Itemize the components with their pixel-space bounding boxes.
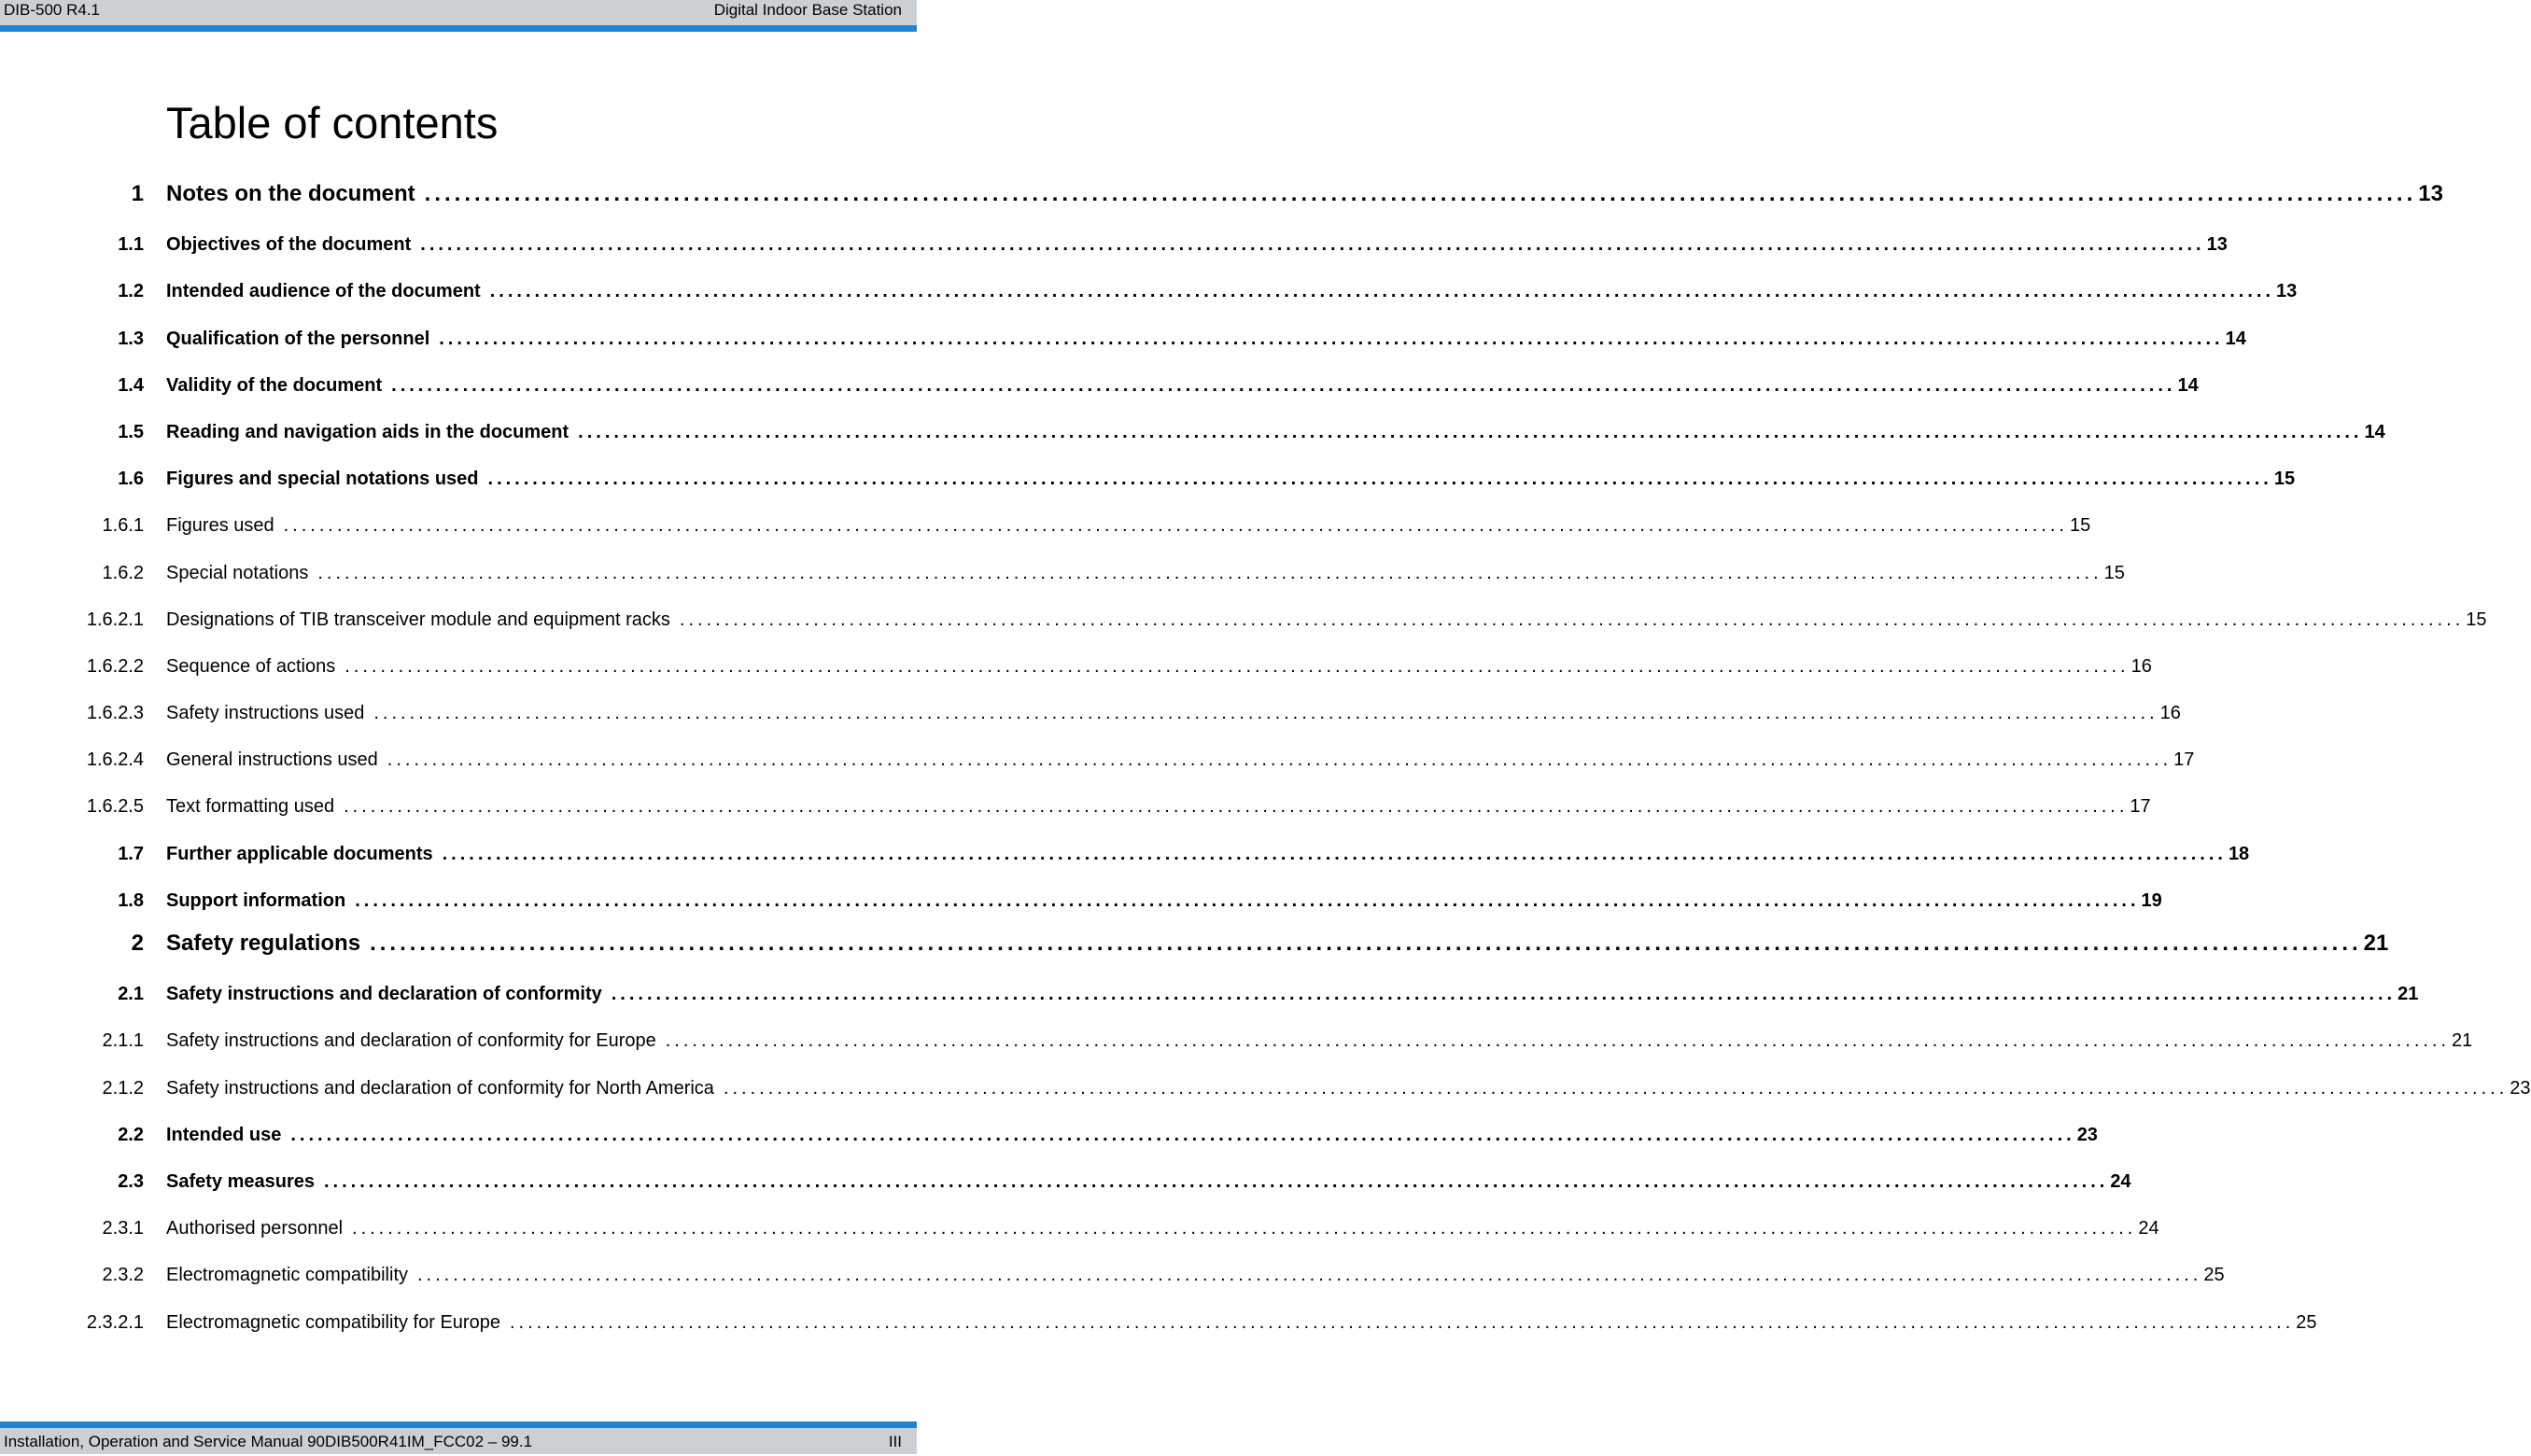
- toc-entry-page[interactable]: 15: [2466, 609, 2487, 630]
- toc-entry-line: [166, 1265, 2225, 1286]
- toc-entry-page[interactable]: 23: [2076, 1124, 2098, 1145]
- toc-entry-number: 1.7: [118, 843, 144, 864]
- toc-entry-number: 1.1: [118, 234, 144, 256]
- toc-dot-leader: ........................................................................................................................................................................................................: [611, 984, 2397, 1005]
- toc-entry-number: 1.6.2: [102, 562, 144, 583]
- toc-entry-title[interactable]: Intended audience of the document: [166, 281, 481, 302]
- toc-dot-leader: ........................................................................................................................................................................................................: [317, 562, 2102, 583]
- toc-entry-line: [166, 1311, 2317, 1334]
- toc-entry-line: [166, 1218, 2159, 1239]
- toc-entry-title[interactable]: Validity of the document: [166, 374, 383, 396]
- toc-entry[interactable]: [0, 1157, 2131, 1204]
- toc-entry-title[interactable]: Safety regulations: [166, 931, 361, 956]
- toc-entry[interactable]: [0, 595, 2487, 642]
- toc-dot-leader: ........................................................................................................................................................................................................: [489, 281, 2275, 302]
- toc-entry-page[interactable]: 24: [2138, 1218, 2159, 1239]
- toc-entry[interactable]: [0, 1251, 2225, 1297]
- toc-dot-leader: ........................................................................................................................................................................................................: [442, 843, 2227, 864]
- toc-entry-page[interactable]: 14: [2177, 374, 2199, 396]
- toc-entry-line: [166, 281, 2298, 302]
- toc-dot-leader: ........................................................................................................................................................................................................: [723, 1077, 2509, 1099]
- toc-dot-leader: ........................................................................................................................................................................................................: [283, 515, 2068, 537]
- toc-dot-leader: ........................................................................................................................................................................................................: [679, 609, 2465, 630]
- toc-entry[interactable]: [0, 1111, 2098, 1157]
- toc-entry-page[interactable]: 17: [2130, 796, 2151, 818]
- toc-entry-page[interactable]: 24: [2110, 1170, 2131, 1192]
- toc-entry-title[interactable]: Safety instructions and declaration of conformity for Europe: [166, 1030, 656, 1052]
- toc-dot-leader: ........................................................................................................................................................................................................: [509, 1311, 2295, 1333]
- toc-entry-number: 1: [131, 181, 144, 206]
- toc-entry[interactable]: [0, 970, 2419, 1016]
- toc-entry-title[interactable]: Electromagnetic compatibility: [166, 1265, 408, 1286]
- toc-entry-page[interactable]: 18: [2228, 843, 2250, 864]
- toc-entry-line: [166, 931, 2389, 957]
- toc-entry-line: [166, 1077, 2531, 1099]
- toc-entry-title[interactable]: Sequence of actions: [166, 655, 336, 677]
- toc-entry-title[interactable]: Support information: [166, 889, 346, 911]
- toc-entry[interactable]: [0, 408, 2385, 455]
- toc-entry[interactable]: [0, 876, 2162, 923]
- toc-dot-leader: ........................................................................................................................................................................................................: [344, 655, 2130, 677]
- toc-entry-title[interactable]: Qualification of the personnel: [166, 328, 430, 349]
- header-accent-bar: [0, 25, 917, 32]
- toc-entry[interactable]: [0, 1204, 2159, 1251]
- toc-entry-number: 1.6: [118, 469, 144, 490]
- toc-entry-line: [166, 374, 2199, 397]
- toc-entry-number: 2.3.1: [102, 1218, 144, 1239]
- toc-entry-line: [166, 421, 2385, 443]
- toc-entry-page[interactable]: 14: [2225, 328, 2246, 349]
- toc-entry-page[interactable]: 13: [2206, 234, 2228, 256]
- toc-entry-number: 1.6.2.4: [86, 749, 144, 771]
- toc-entry-number: 1.8: [118, 889, 144, 911]
- toc-dot-leader: ........................................................................................................................................................................................................: [417, 1265, 2202, 1286]
- toc-entry-line: [166, 796, 2151, 818]
- toc-entry-line: [166, 1030, 2473, 1052]
- toc-entry-line: [166, 328, 2246, 350]
- toc-entry-title[interactable]: Reading and navigation aids in the document: [166, 421, 569, 442]
- toc-entry-number: 2: [131, 931, 144, 956]
- toc-entry-title[interactable]: Notes on the document: [166, 181, 415, 206]
- toc-entry-title[interactable]: Objectives of the document: [166, 234, 412, 256]
- toc-entry-title[interactable]: Figures and special notations used: [166, 469, 479, 490]
- toc-entry-page[interactable]: 21: [2452, 1030, 2473, 1052]
- toc-entry[interactable]: [0, 549, 2125, 595]
- toc-entry-page[interactable]: 13: [2418, 181, 2443, 206]
- toc-entry[interactable]: [0, 782, 2151, 829]
- toc-dot-leader: ........................................................................................................................................................................................................: [373, 703, 2158, 724]
- toc-entry[interactable]: [0, 1016, 2473, 1063]
- toc-dot-leader: ........................................................................................................................................................................................................: [355, 889, 2140, 911]
- toc-entry-line: [166, 515, 2091, 537]
- toc-entry[interactable]: [0, 1064, 2531, 1111]
- toc-entry[interactable]: [0, 830, 2250, 876]
- header-doc-id: DIB-500 R4.1: [4, 1, 100, 19]
- toc-entry-number: 1.6.2.1: [86, 609, 144, 630]
- toc-entry[interactable]: [0, 315, 2246, 361]
- toc-dot-leader: ........................................................................................................................................................................................................: [323, 1170, 2109, 1192]
- toc-entry-page[interactable]: 21: [2397, 984, 2419, 1005]
- toc-entry-page[interactable]: 19: [2141, 889, 2162, 911]
- toc-entry[interactable]: [0, 220, 2228, 267]
- toc-entry-title[interactable]: General instructions used: [166, 749, 378, 771]
- toc-entry[interactable]: [0, 174, 2443, 220]
- toc-entry[interactable]: [0, 267, 2298, 314]
- toc-dot-leader: ........................................................................................................................................................................................................: [290, 1124, 2075, 1145]
- toc-entry-number: 1.6.2.3: [86, 703, 144, 724]
- toc-entry-line: [166, 234, 2228, 256]
- footer-manual-title: Installation, Operation and Service Manual 90DIB500R41IM_FCC02 – 99.1: [4, 1433, 533, 1450]
- toc-entry-page[interactable]: 21: [2363, 931, 2389, 956]
- toc-entry-number: 2.1.1: [102, 1030, 144, 1052]
- toc-entry-page[interactable]: 13: [2276, 281, 2298, 302]
- toc-entry-page[interactable]: 16: [2159, 703, 2181, 724]
- toc-entry-title[interactable]: Safety measures: [166, 1170, 315, 1192]
- toc-dot-leader: ........................................................................................................................................................................................................: [344, 796, 2129, 818]
- toc-entry-line: [166, 1124, 2098, 1146]
- toc-entry-title[interactable]: Safety instructions and declaration of conformity for North America: [166, 1077, 714, 1099]
- toc-entry-page[interactable]: 25: [2296, 1311, 2317, 1333]
- toc-entry-title[interactable]: Safety instructions and declaration of conformity: [166, 984, 602, 1005]
- toc-entry-title[interactable]: Electromagnetic compatibility for Europe: [166, 1311, 500, 1333]
- toc-entry-title[interactable]: Designations of TIB transceiver module and equipment racks: [166, 609, 670, 630]
- toc-entry-line: [166, 1170, 2131, 1193]
- toc-dot-leader: ........................................................................................................................................................................................................: [439, 328, 2224, 349]
- toc-entry-line: [166, 181, 2443, 207]
- toc-entry-number: 2.3: [118, 1170, 144, 1192]
- toc-entry-line: [166, 562, 2125, 584]
- toc-dot-leader: ........................................................................................................................................................................................................: [487, 469, 2272, 490]
- header-product-name: Digital Indoor Base Station: [713, 1, 902, 19]
- toc-entry[interactable]: [0, 455, 2296, 501]
- footer-accent-bar: [0, 1421, 917, 1428]
- toc-entry-line: [166, 655, 2152, 678]
- toc-dot-leader: ........................................................................................................................................................................................................: [424, 181, 2417, 206]
- toc-entry-line: [166, 609, 2487, 631]
- toc-dot-leader: ........................................................................................................................................................................................................: [391, 374, 2176, 396]
- toc-entry[interactable]: [0, 689, 2181, 735]
- toc-entry-number: 2.3.2: [102, 1265, 144, 1286]
- toc-entry-number: 2.3.2.1: [86, 1311, 144, 1333]
- toc-entry-title[interactable]: Further applicable documents: [166, 843, 433, 864]
- toc-entry[interactable]: [0, 735, 2195, 782]
- toc-entry-number: 1.4: [118, 374, 144, 396]
- toc-dot-leader: ........................................................................................................................................................................................................: [578, 421, 2363, 442]
- table-of-contents: [0, 174, 2531, 1345]
- toc-entry-line: [166, 749, 2195, 771]
- toc-entry-number: 1.5: [118, 421, 144, 442]
- toc-entry-page[interactable]: 17: [2173, 749, 2195, 771]
- toc-entry-line: [166, 843, 2250, 865]
- toc-entry-title[interactable]: Figures used: [166, 515, 274, 537]
- toc-entry-page[interactable]: 23: [2510, 1077, 2531, 1099]
- toc-dot-leader: ........................................................................................................................................................................................................: [387, 749, 2172, 771]
- toc-entry-title[interactable]: Safety instructions used: [166, 703, 365, 724]
- toc-dot-leader: ........................................................................................................................................................................................................: [352, 1218, 2137, 1239]
- toc-entry-number: 2.2: [118, 1124, 144, 1145]
- toc-entry[interactable]: [0, 501, 2091, 548]
- toc-entry-number: 1.6.2.2: [86, 655, 144, 677]
- toc-entry-page[interactable]: 15: [2103, 562, 2125, 583]
- toc-entry-line: [166, 703, 2181, 724]
- toc-entry-title[interactable]: Text formatting used: [166, 796, 335, 818]
- toc-entry-page[interactable]: 15: [2273, 469, 2296, 490]
- toc-entry[interactable]: [0, 361, 2199, 408]
- toc-entry-number: 2.1.2: [102, 1077, 144, 1099]
- toc-entry-number: 2.1: [118, 984, 144, 1005]
- page-footer: [0, 1428, 917, 1454]
- toc-dot-leader: ........................................................................................................................................................................................................: [420, 234, 2205, 256]
- toc-entry[interactable]: [0, 1298, 2317, 1345]
- toc-entry-number: 1.3: [118, 328, 144, 349]
- toc-entry-number: 1.2: [118, 281, 144, 302]
- footer-page-number: III: [888, 1433, 902, 1450]
- toc-entry-page[interactable]: 15: [2069, 515, 2091, 537]
- toc-entry-page[interactable]: 14: [2364, 421, 2385, 442]
- toc-entry-title[interactable]: Authorised personnel: [166, 1218, 344, 1239]
- toc-entry[interactable]: [0, 642, 2152, 689]
- page-header: [0, 0, 917, 25]
- toc-entry-title[interactable]: Special notations: [166, 562, 309, 583]
- toc-entry-page[interactable]: 25: [2203, 1265, 2225, 1286]
- toc-entry-line: [166, 889, 2162, 912]
- toc-entry-title[interactable]: Intended use: [166, 1124, 282, 1145]
- toc-dot-leader: ........................................................................................................................................................................................................: [370, 931, 2362, 956]
- toc-entry-number: 1.6.1: [102, 515, 144, 537]
- toc-entry-line: [166, 469, 2296, 490]
- page-title: Table of contents: [166, 98, 499, 147]
- toc-entry-number: 1.6.2.5: [86, 796, 144, 818]
- toc-entry-page[interactable]: 16: [2130, 655, 2152, 677]
- toc-entry-line: [166, 984, 2419, 1005]
- toc-entry[interactable]: [0, 923, 2389, 970]
- toc-dot-leader: ........................................................................................................................................................................................................: [665, 1030, 2451, 1052]
